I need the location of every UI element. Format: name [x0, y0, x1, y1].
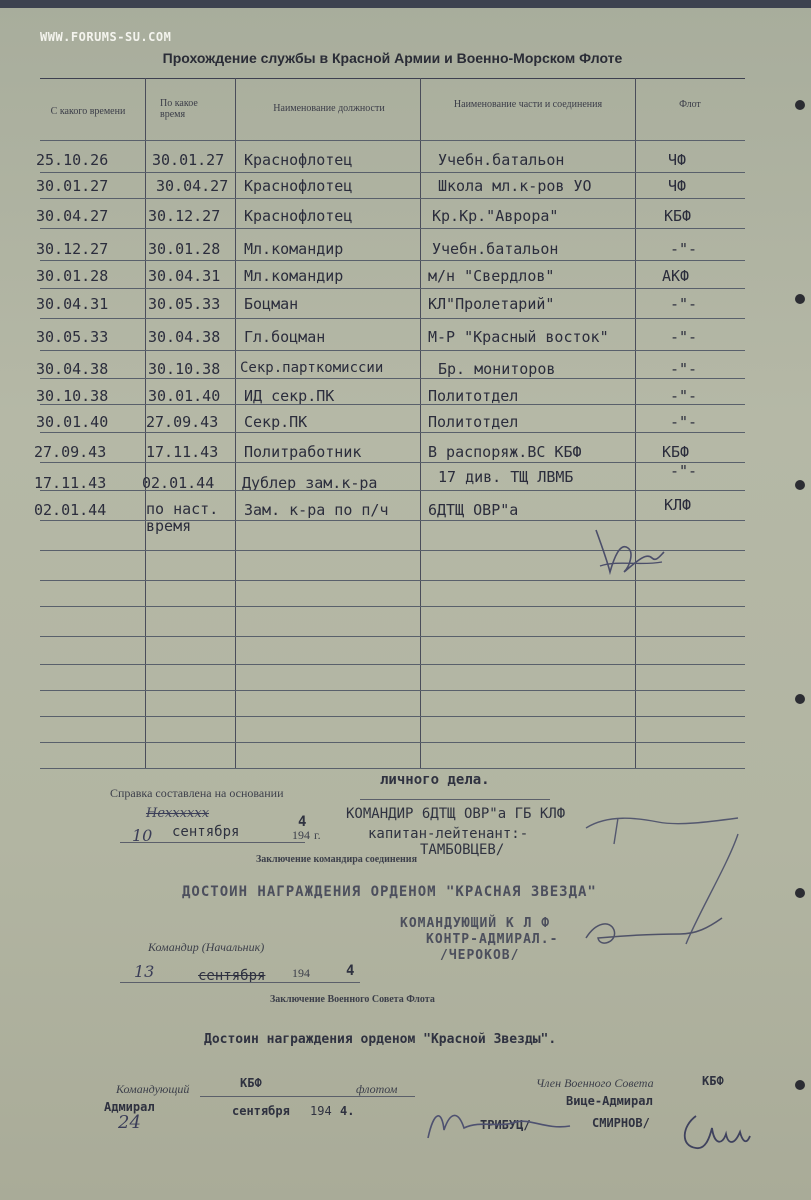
- cell-position: ИД секр.ПК: [244, 387, 335, 405]
- cell-unit: м/н "Свердлов": [428, 267, 555, 285]
- signature: [676, 1106, 756, 1160]
- cell-position: Мл.командир: [244, 267, 344, 285]
- date-g: г.: [314, 828, 321, 842]
- cell-from: 27.09.43: [34, 443, 107, 461]
- cell-to: 30.12.27: [148, 207, 221, 225]
- cell-from: 30.04.27: [36, 207, 109, 225]
- cell-from: 25.10.26: [36, 151, 109, 169]
- cell-from: 30.04.31: [36, 295, 109, 313]
- row-rule: [40, 260, 745, 261]
- cell-unit: Политотдел: [428, 387, 519, 405]
- row-rule: [40, 716, 745, 717]
- cell-unit: Кр.Кр."Аврора": [432, 207, 559, 225]
- cell-position: Краснофлотец: [244, 207, 353, 225]
- commander-label: Командир (Начальник): [148, 940, 265, 954]
- scan-edge: [0, 0, 811, 8]
- row-rule: [40, 404, 745, 405]
- row-rule: [40, 318, 745, 319]
- cell-from: 02.01.44: [34, 501, 107, 519]
- punch-hole: [795, 694, 805, 704]
- basis-value: личного дела.: [380, 772, 490, 788]
- row-rule: [40, 490, 745, 491]
- cell-unit: В распоряж.ВС КБФ: [428, 443, 582, 461]
- row-rule: [40, 768, 745, 769]
- punch-hole: [795, 294, 805, 304]
- cell-to: 30.04.31: [148, 267, 221, 285]
- row-rule: [40, 378, 745, 379]
- row-rule: [40, 690, 745, 691]
- date-month: сентября: [198, 968, 266, 984]
- signature: [420, 1100, 590, 1150]
- conclusion-unit-text: ДОСТОИН НАГРАЖДЕНИЯ ОРДЕНОМ "КРАСНАЯ ЗВЕЗДА": [182, 884, 597, 900]
- cell-fleet: -"-: [670, 462, 698, 480]
- date-day: 13: [134, 962, 155, 981]
- fleet-commander-rank: КОНТР-АДМИРАЛ.-: [426, 932, 559, 947]
- row-rule: [40, 742, 745, 743]
- cell-from: 30.05.33: [36, 328, 109, 346]
- cell-position: Секр.парткомиссии: [240, 360, 384, 376]
- underline: [120, 982, 360, 983]
- cell-unit: Школа мл.к-ров УО: [438, 177, 592, 195]
- row-rule: [40, 198, 745, 199]
- cell-unit: М-Р "Красный восток": [428, 328, 609, 346]
- cell-to: 30.01.27: [152, 151, 225, 169]
- cell-position: Боцман: [244, 295, 299, 313]
- row-rule: [40, 636, 745, 637]
- cell-to: 17.11.43: [146, 443, 219, 461]
- column-header-from: С какого времени: [50, 106, 126, 117]
- cell-position: Краснофлотец: [244, 151, 353, 169]
- cell-unit: Бр. мониторов: [438, 360, 556, 378]
- column-header-unit: Наименование части и соединения: [453, 99, 603, 110]
- underline: [120, 842, 305, 843]
- cell-position: Зам. к-ра по п/ч: [244, 501, 389, 519]
- row-rule: [40, 520, 745, 521]
- date-year-prefix: 194: [292, 828, 310, 842]
- cell-fleet: -"-: [670, 328, 698, 346]
- admiral-label: Адмирал: [104, 1100, 155, 1114]
- cell-unit: 6ДТЩ ОВР"а: [428, 501, 519, 519]
- column-header-to: По какое время: [160, 98, 198, 120]
- fleet-commander-title: КОМАНДУЮЩИЙ К Л Ф: [400, 916, 551, 931]
- row-rule: [40, 664, 745, 665]
- row-rule: [40, 172, 745, 173]
- cell-position: Краснофлотец: [244, 177, 353, 195]
- commanding-label: Командующий: [116, 1082, 190, 1096]
- cell-fleet: -"-: [670, 413, 698, 431]
- cell-unit: КЛ"Пролетарий": [428, 295, 555, 313]
- date-year-prefix: 194: [292, 966, 310, 980]
- row-rule: [40, 228, 745, 229]
- column-header-position: Наименование должности: [273, 103, 385, 114]
- date-year-prefix: 194: [310, 1104, 332, 1118]
- cell-fleet: -"-: [670, 387, 698, 405]
- cell-position: Гл.боцман: [244, 328, 326, 346]
- signer-2: СМИРНОВ/: [592, 1116, 650, 1130]
- cell-unit: 17 див. ТЩ ЛВМБ: [438, 468, 574, 486]
- commander-title: КОМАНДИР 6ДТЩ ОВР"а ГБ КЛФ: [346, 806, 566, 822]
- cell-to: 30.04.38: [148, 328, 221, 346]
- date-year-suffix: 4: [298, 814, 307, 830]
- signer-1: ТРИБУЦ/: [480, 1118, 531, 1132]
- cell-from: 17.11.43: [34, 474, 107, 492]
- cell-position: Мл.командир: [244, 240, 344, 258]
- cell-unit: Учебн.батальон: [438, 151, 565, 169]
- punch-hole: [795, 480, 805, 490]
- cell-position: Политработник: [244, 443, 362, 461]
- column-header-fleet: Флот: [679, 99, 701, 110]
- commander-name: ТАМБОВЦЕВ/: [420, 842, 505, 858]
- date-year-suffix: 4.: [340, 1104, 355, 1118]
- underline: [200, 1096, 415, 1097]
- cell-from: 30.12.27: [36, 240, 109, 258]
- underline: [360, 799, 550, 800]
- signature: [580, 908, 730, 958]
- conclusion-unit-label: Заключение командира соединения: [256, 854, 417, 865]
- header-rule: [40, 140, 745, 141]
- commander-rank: капитан-лейтенант:-: [368, 826, 529, 842]
- date-year-suffix: 4: [346, 963, 355, 979]
- fleet-commander-name: /ЧЕРОКОВ/: [440, 948, 520, 963]
- cell-to: по наст. время: [146, 500, 219, 535]
- basis-label: Справка составлена на основании: [110, 786, 284, 800]
- row-rule: [40, 462, 745, 463]
- fleet-word: флотом: [356, 1082, 398, 1096]
- cell-from: 30.10.38: [36, 387, 109, 405]
- row-rule: [40, 432, 745, 433]
- cell-fleet: -"-: [670, 360, 698, 378]
- page-title: Прохождение службы в Красной Армии и Военно-Морском Флоте: [162, 50, 623, 66]
- punch-hole: [795, 1080, 805, 1090]
- signature: [590, 522, 670, 582]
- crossed-out-text: Нехххххх: [146, 806, 210, 821]
- cell-to: 27.09.43: [146, 413, 219, 431]
- cell-fleet: ЧФ: [668, 151, 687, 169]
- cell-to: 30.05.33: [148, 295, 221, 313]
- cell-unit: Учебн.батальон: [432, 240, 559, 258]
- cell-fleet: КБФ: [662, 443, 690, 461]
- date-day: 10: [132, 826, 153, 845]
- date-day: 24: [118, 1112, 141, 1133]
- cell-position: Дублер зам.к-ра: [242, 474, 378, 492]
- cell-from: 30.01.27: [36, 177, 109, 195]
- cell-fleet: АКФ: [662, 267, 690, 285]
- row-rule: [40, 606, 745, 607]
- cell-to: 02.01.44: [142, 474, 215, 492]
- cell-fleet: -"-: [670, 240, 698, 258]
- punch-hole: [795, 888, 805, 898]
- cell-from: 30.01.40: [36, 413, 109, 431]
- cell-fleet: ЧФ: [668, 177, 687, 195]
- vice-admiral-label: Вице-Адмирал: [566, 1094, 653, 1108]
- cell-to: 30.01.40: [148, 387, 221, 405]
- cell-to: 30.01.28: [148, 240, 221, 258]
- row-rule: [40, 350, 745, 351]
- cell-fleet: КЛФ: [664, 496, 692, 514]
- council-label: Заключение Военного Совета Флота: [270, 994, 435, 1005]
- commanding-fleet: КБФ: [240, 1076, 262, 1090]
- punch-hole: [795, 100, 805, 110]
- cell-unit: Политотдел: [428, 413, 519, 431]
- cell-from: 30.04.38: [36, 360, 109, 378]
- council-member-fleet: КБФ: [702, 1074, 724, 1088]
- date-month: сентября: [232, 1104, 290, 1118]
- cell-fleet: КБФ: [664, 207, 692, 225]
- cell-to: 30.04.27: [156, 177, 229, 195]
- cell-from: 30.01.28: [36, 267, 109, 285]
- cell-position: Секр.ПК: [244, 413, 308, 431]
- cell-fleet: -"-: [670, 295, 698, 313]
- watermark: WWW.FORUMS-SU.COM: [40, 30, 172, 44]
- council-member-label: Член Военного Совета: [536, 1076, 654, 1090]
- date-month: сентября: [172, 824, 240, 840]
- council-text: Достоин награждения орденом "Красной Звезды".: [204, 1032, 557, 1047]
- row-rule: [40, 288, 745, 289]
- cell-to: 30.10.38: [148, 360, 221, 378]
